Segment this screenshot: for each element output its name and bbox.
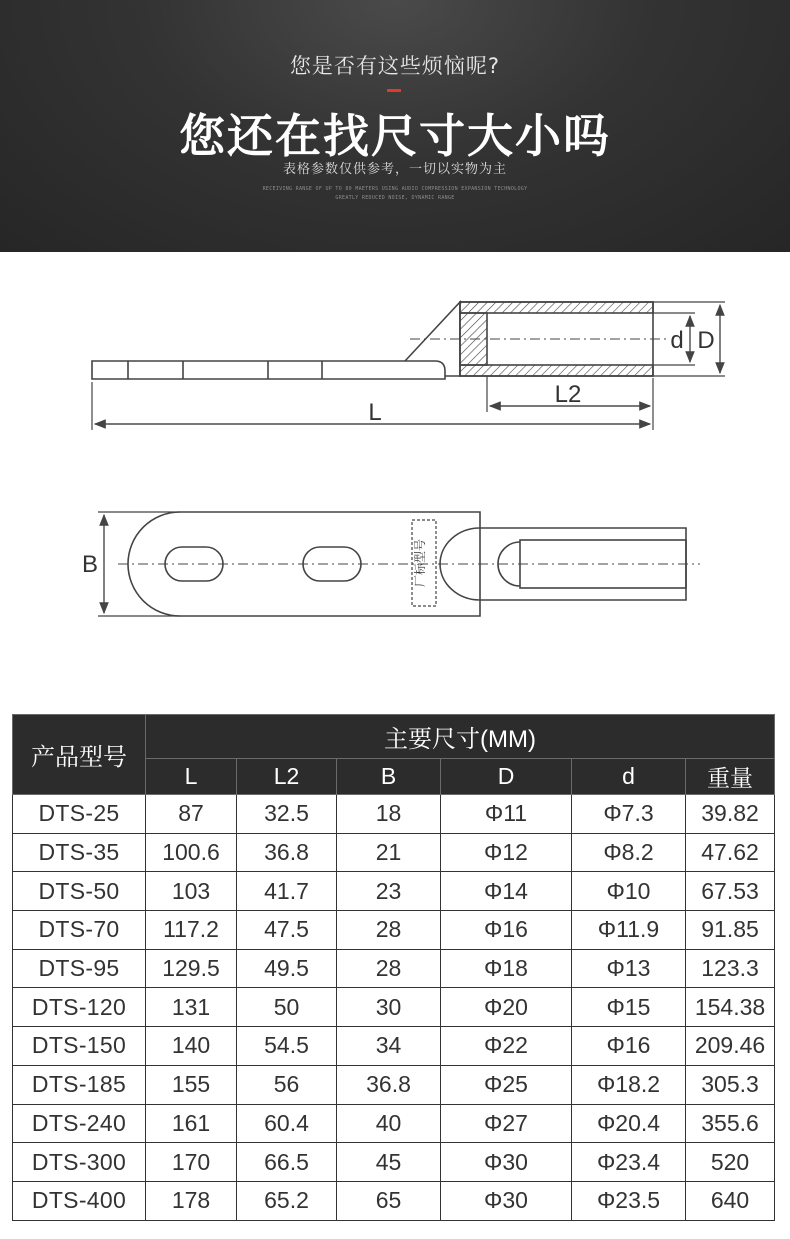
cell-weight: 47.62 <box>686 833 775 872</box>
cell-d: Φ18.2 <box>572 1065 686 1104</box>
table-row <box>13 988 775 1027</box>
lug-drawing-svg <box>0 252 790 712</box>
cell-B: 23 <box>337 872 441 911</box>
cell-B: 40 <box>337 1104 441 1143</box>
cell-weight: 39.82 <box>686 795 775 834</box>
dim-label-B: B <box>81 551 99 578</box>
cell-weight: 154.38 <box>686 988 775 1027</box>
cell-L: 103 <box>146 872 237 911</box>
cell-d: Φ20.4 <box>572 1104 686 1143</box>
side-view <box>92 302 668 379</box>
table-row <box>13 1143 775 1182</box>
cell-model: DTS-400 <box>13 1181 146 1220</box>
cell-D: Φ30 <box>441 1181 572 1220</box>
header-col-D: D <box>441 759 572 795</box>
cell-L: 178 <box>146 1181 237 1220</box>
cell-D: Φ11 <box>441 795 572 834</box>
header-col-L: L <box>146 759 237 795</box>
dim-label-d: d <box>670 327 684 354</box>
cell-weight: 91.85 <box>686 911 775 950</box>
cell-D: Φ30 <box>441 1143 572 1182</box>
cell-d: Φ8.2 <box>572 833 686 872</box>
header-col-d: d <box>572 759 686 795</box>
cell-B: 21 <box>337 833 441 872</box>
cell-model: DTS-35 <box>13 833 146 872</box>
cell-L: 87 <box>146 795 237 834</box>
banner-fine-print-2: GREATLY REDUCED NOISE, DYNAMIC RANGE <box>335 195 455 201</box>
cell-weight: 67.53 <box>686 872 775 911</box>
table-row <box>13 833 775 872</box>
cell-L: 161 <box>146 1104 237 1143</box>
cell-L: 170 <box>146 1143 237 1182</box>
top-view <box>118 512 700 616</box>
cell-L: 155 <box>146 1065 237 1104</box>
cell-weight: 209.46 <box>686 1027 775 1066</box>
cell-d: Φ7.3 <box>572 795 686 834</box>
cell-B: 45 <box>337 1143 441 1182</box>
cell-d: Φ16 <box>572 1027 686 1066</box>
cell-model: DTS-240 <box>13 1104 146 1143</box>
cell-d: Φ10 <box>572 872 686 911</box>
cell-B: 30 <box>337 988 441 1027</box>
accent-dash <box>387 89 401 92</box>
cell-D: Φ22 <box>441 1027 572 1066</box>
cell-L: 131 <box>146 988 237 1027</box>
cell-L2: 65.2 <box>237 1181 337 1220</box>
cell-model: DTS-300 <box>13 1143 146 1182</box>
cell-d: Φ13 <box>572 949 686 988</box>
dim-label-L: L <box>368 399 382 426</box>
banner-note: 表格参数仅供参考，一切以实物为主 <box>282 162 507 177</box>
table-row <box>13 1181 775 1220</box>
cell-weight: 640 <box>686 1181 775 1220</box>
cell-L2: 56 <box>237 1065 337 1104</box>
table-body <box>13 795 775 1221</box>
header-banner <box>0 0 790 252</box>
cell-d: Φ11.9 <box>572 911 686 950</box>
header-main-dimensions: 主要尺寸(MM) <box>146 715 775 759</box>
table-row <box>13 1027 775 1066</box>
cell-d: Φ15 <box>572 988 686 1027</box>
cell-weight: 355.6 <box>686 1104 775 1143</box>
cell-D: Φ12 <box>441 833 572 872</box>
cell-L2: 47.5 <box>237 911 337 950</box>
cell-model: DTS-50 <box>13 872 146 911</box>
cell-B: 28 <box>337 911 441 950</box>
cell-L2: 49.5 <box>237 949 337 988</box>
table-row <box>13 795 775 834</box>
cell-model: DTS-70 <box>13 911 146 950</box>
cell-B: 34 <box>337 1027 441 1066</box>
cell-weight: 305.3 <box>686 1065 775 1104</box>
cell-L2: 60.4 <box>237 1104 337 1143</box>
table-row <box>13 949 775 988</box>
cell-L2: 66.5 <box>237 1143 337 1182</box>
cell-L: 100.6 <box>146 833 237 872</box>
table-row <box>13 872 775 911</box>
stamp-label: 厂标型号 <box>413 538 427 588</box>
cell-model: DTS-150 <box>13 1027 146 1066</box>
cell-L2: 41.7 <box>237 872 337 911</box>
cell-D: Φ25 <box>441 1065 572 1104</box>
cell-D: Φ16 <box>441 911 572 950</box>
banner-headline: 您还在找尺寸大小吗 <box>179 109 611 163</box>
cell-D: Φ14 <box>441 872 572 911</box>
cell-L2: 50 <box>237 988 337 1027</box>
cell-model: DTS-185 <box>13 1065 146 1104</box>
cell-model: DTS-120 <box>13 988 146 1027</box>
header-col-B: B <box>337 759 441 795</box>
cell-L2: 32.5 <box>237 795 337 834</box>
cell-B: 36.8 <box>337 1065 441 1104</box>
cell-L: 129.5 <box>146 949 237 988</box>
cell-D: Φ20 <box>441 988 572 1027</box>
table-row <box>13 1104 775 1143</box>
cell-B: 28 <box>337 949 441 988</box>
cell-D: Φ18 <box>441 949 572 988</box>
cell-L: 117.2 <box>146 911 237 950</box>
banner-question: 您是否有这些烦恼呢? <box>289 54 501 78</box>
header-col-weight: 重量 <box>686 759 775 795</box>
dim-label-D: D <box>697 327 715 354</box>
cell-L2: 36.8 <box>237 833 337 872</box>
cell-B: 65 <box>337 1181 441 1220</box>
banner-fine-print-1: RECEIVING RANGE OF UP TO 80 MAETERS USING AUDIO COMPRESSION EXPANSION TECHNOLOGY <box>262 186 528 192</box>
technical-drawing <box>0 252 790 712</box>
spec-table <box>12 714 775 1221</box>
table-header <box>13 715 775 795</box>
dim-label-L2: L2 <box>554 381 582 408</box>
cell-L2: 54.5 <box>237 1027 337 1066</box>
table-row <box>13 1065 775 1104</box>
cell-D: Φ27 <box>441 1104 572 1143</box>
cell-L: 140 <box>146 1027 237 1066</box>
cell-model: DTS-95 <box>13 949 146 988</box>
table-row <box>13 911 775 950</box>
cell-model: DTS-25 <box>13 795 146 834</box>
cell-d: Φ23.5 <box>572 1181 686 1220</box>
cell-weight: 520 <box>686 1143 775 1182</box>
cell-B: 18 <box>337 795 441 834</box>
cell-d: Φ23.4 <box>572 1143 686 1182</box>
cell-weight: 123.3 <box>686 949 775 988</box>
header-model: 产品型号 <box>13 715 146 795</box>
header-col-L2: L2 <box>237 759 337 795</box>
